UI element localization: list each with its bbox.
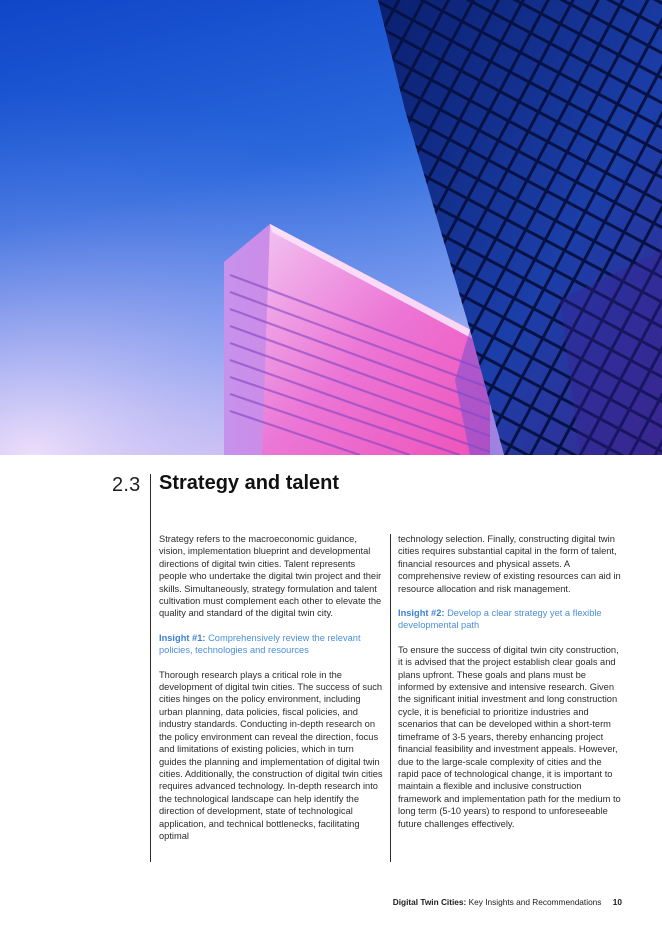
insight-2-text: Develop a clear strategy yet a flexible developmental path — [398, 608, 602, 631]
page-footer — [393, 897, 622, 907]
resources-paragraph: technology selection. Finally, constructing digital twin cities requires substantial capital in the form of talent, financial resources and physical assets. A comprehensive review of existing resources can aid in resource allocation and risk management. — [398, 534, 621, 594]
footer-subtitle: Key Insights and Recommendations — [468, 897, 602, 907]
page-number: 10 — [612, 897, 622, 907]
left-column — [159, 533, 383, 854]
insight-2-heading — [398, 607, 622, 632]
section-title: Strategy and talent — [159, 472, 340, 494]
column-divider — [390, 534, 391, 862]
section-number: 2.3 — [112, 474, 141, 496]
insight-1-text: Comprehensively review the relevant policies, technologies and resources — [159, 632, 361, 656]
footer-brand: Digital Twin Cities: — [392, 897, 467, 907]
hero-image — [0, 0, 662, 455]
strategy-paragraph: To ensure the success of digital twin city construction, it is advised that the project establish clear goals and plans upfront. These goals and plans must be informed by extensive and intensive research. Given the significant initial investment and long construction cycle, it is beneficial to prioritize industries and scenarios that can be developed within a short-term timeframe of 3-5 years, thereby enhancing project financial feasibility and investment appeals. However, due to the large-scale complexity of cities and the rapid pace of technological change, it is important to maintain a flexible and inclusive construction framework and implementation path for the medium to long term (5-10 years) to respond to unforeseeable future challenges effectively. — [398, 644, 621, 829]
research-paragraph: Thorough research plays a critical role in the development of digital twin cities. The success of such cities hinges on the policy environment, including urban planning, data policies, fiscal policies, and industry standards. Conducting in-depth research on the policy environment can reveal the direction, focus and limitations of existing policies, which in turn guides the planning and implementation of digital twin cities. Additionally, the construction of digital twin cities requires advanced technology. In-depth research into the technological landscape can help identify the direction of development, state of technological application, and technical bottlenecks, facilitating optimal — [159, 669, 383, 841]
skyscraper-photo — [0, 0, 662, 455]
insight-2-label: Insight #2: — [398, 608, 445, 619]
section-divider — [150, 474, 151, 862]
insight-1-label: Insight #1: — [159, 632, 206, 643]
right-column — [398, 533, 622, 842]
insight-1-heading — [159, 632, 383, 657]
intro-paragraph: Strategy refers to the macroeconomic guidance, vision, implementation blueprint and developmental directions of digital twin cities. Talent represents people who undertake the digital twin project and their skills. Simultaneously, strategy formulation and talent cultivation must complement each other to elevate the quality and standard of the digital twin city. — [159, 534, 382, 619]
